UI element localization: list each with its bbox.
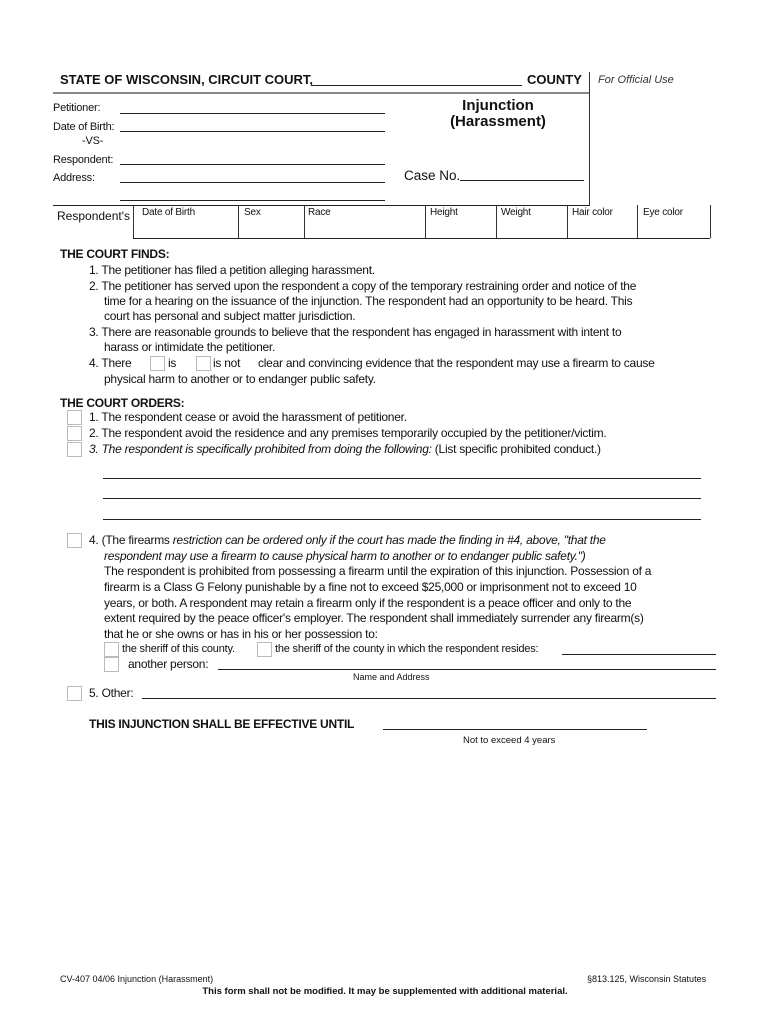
effective-note: Not to exceed 4 years (463, 735, 556, 746)
court-heading: STATE OF WISCONSIN, CIRCUIT COURT, (60, 72, 314, 87)
finding-3: harass or intimidate the petitioner. (104, 340, 276, 354)
order-4: years, or both. A respondent may retain a firearm only if the respondent is a peace officer and only to the (104, 596, 632, 610)
vs-label: -VS- (82, 135, 104, 147)
form-id: CV-407 04/06 Injunction (Harassment) (60, 974, 214, 984)
finding-2: 2. The petitioner has served upon the respondent a copy of the temporary restraining order and notice of the (89, 279, 637, 293)
another-person-label: another person: (128, 657, 209, 671)
name-address-caption: Name and Address (353, 672, 430, 682)
modification-notice: This form shall not be modified. It may be supplemented with additional material. (202, 986, 568, 997)
dob-label: Date of Birth: (53, 121, 115, 133)
county-field[interactable] (312, 85, 522, 86)
form-subtitle: (Harassment) (450, 113, 546, 130)
sheriff-this-county-label: the sheriff of this county. (122, 643, 235, 655)
finding-is-checkbox[interactable] (150, 356, 165, 371)
another-person-checkbox[interactable] (104, 657, 119, 672)
order-2-checkbox[interactable] (67, 426, 82, 441)
address-field[interactable] (120, 182, 385, 183)
finding-4-label: 4. There (89, 356, 132, 370)
petitioner-field[interactable] (120, 113, 385, 114)
sheriff-this-county-checkbox[interactable] (104, 642, 119, 657)
order-4: that he or she owns or has in his or her possession to: (104, 627, 378, 641)
sheriff-residence-checkbox[interactable] (257, 642, 272, 657)
column-race[interactable]: Race (308, 207, 331, 218)
column-hair-color[interactable]: Hair color (572, 207, 613, 218)
order-2: 2. The respondent avoid the residence and any premises temporarily occupied by the petitioner/victim. (89, 426, 607, 440)
order-5-checkbox[interactable] (67, 686, 82, 701)
finding-3: 3. There are reasonable grounds to believe that the respondent has engaged in harassment with intent to (89, 325, 622, 339)
effective-until-field[interactable] (383, 729, 647, 730)
order-4: The respondent is prohibited from possessing a firearm until the expiration of this injunction. Possession of a (104, 564, 652, 578)
prohibited-conduct-line-2[interactable] (103, 498, 701, 499)
column-weight[interactable]: Weight (501, 207, 531, 218)
divider (589, 72, 590, 206)
court-orders-heading: THE COURT ORDERS: (60, 396, 185, 410)
finding-2: time for a hearing on the issuance of the injunction. The respondent had an opportunity to be heard. This (104, 294, 633, 308)
address-field-2[interactable] (120, 200, 385, 201)
effective-until-label: THIS INJUNCTION SHALL BE EFFECTIVE UNTIL (89, 717, 355, 731)
dob-field[interactable] (120, 131, 385, 132)
finding-1: 1. The petitioner has filed a petition alleging harassment. (89, 263, 375, 277)
official-use-label: For Official Use (598, 74, 674, 86)
order-4: respondent may use a firearm to cause physical harm to another or to endanger public safety.") (104, 549, 586, 563)
respondent-label: Respondent: (53, 154, 114, 166)
order-4: extent required by the peace officer's employer. The respondent shall immediately surrender any firearm(s) (104, 611, 644, 625)
finding-is-label: is (168, 356, 177, 370)
petitioner-label: Petitioner: (53, 102, 101, 114)
sheriff-residence-label: the sheriff of the county in which the respondent resides: (275, 643, 539, 655)
case-no-label: Case No. (404, 168, 461, 183)
table-bottom (133, 238, 710, 239)
order-3-checkbox[interactable] (67, 442, 82, 457)
finding-is-not-checkbox[interactable] (196, 356, 211, 371)
court-finds-heading: THE COURT FINDS: (60, 247, 170, 261)
order-5-label: 5. Other: (89, 686, 134, 700)
prohibited-conduct-line-1[interactable] (103, 478, 701, 479)
residence-county-field[interactable] (562, 654, 716, 655)
finding-is-not-label: is not (213, 356, 241, 370)
county-label: COUNTY (527, 72, 582, 87)
order-1: 1. The respondent cease or avoid the harassment of petitioner. (89, 410, 407, 424)
other-field[interactable] (142, 698, 716, 699)
form-title: Injunction (462, 97, 534, 114)
order-4-checkbox[interactable] (67, 533, 82, 548)
another-person-field[interactable] (218, 669, 716, 670)
finding-4: physical harm to another or to endanger public safety. (104, 372, 376, 386)
column-dob[interactable]: Date of Birth (142, 207, 195, 218)
order-1-checkbox[interactable] (67, 410, 82, 425)
address-label: Address: (53, 172, 95, 184)
column-eye-color[interactable]: Eye color (643, 207, 683, 218)
statute-ref: §813.125, Wisconsin Statutes (587, 974, 707, 984)
case-no-field[interactable] (460, 180, 584, 181)
column-sex[interactable]: Sex (244, 207, 261, 218)
prohibited-conduct-line-3[interactable] (103, 519, 701, 520)
divider (53, 92, 589, 94)
order-4: firearm is a Class G Felony punishable by a fine not to exceed $25,000 or imprisonment not to exceed 10 (104, 580, 637, 594)
finding-4: clear and convincing evidence that the respondent may use a firearm to cause (258, 356, 655, 370)
order-4: 4. (The firearms restriction can be ordered only if the court has made the finding in #4, above, "that the (89, 533, 606, 547)
respondent-field[interactable] (120, 164, 385, 165)
column-height[interactable]: Height (430, 207, 458, 218)
finding-2: court has personal and subject matter jurisdiction. (104, 309, 356, 323)
respondents-label: Respondent's (57, 209, 131, 223)
order-3: 3. The respondent is specifically prohibited from doing the following: (List specific prohibited conduct.) (89, 442, 601, 456)
